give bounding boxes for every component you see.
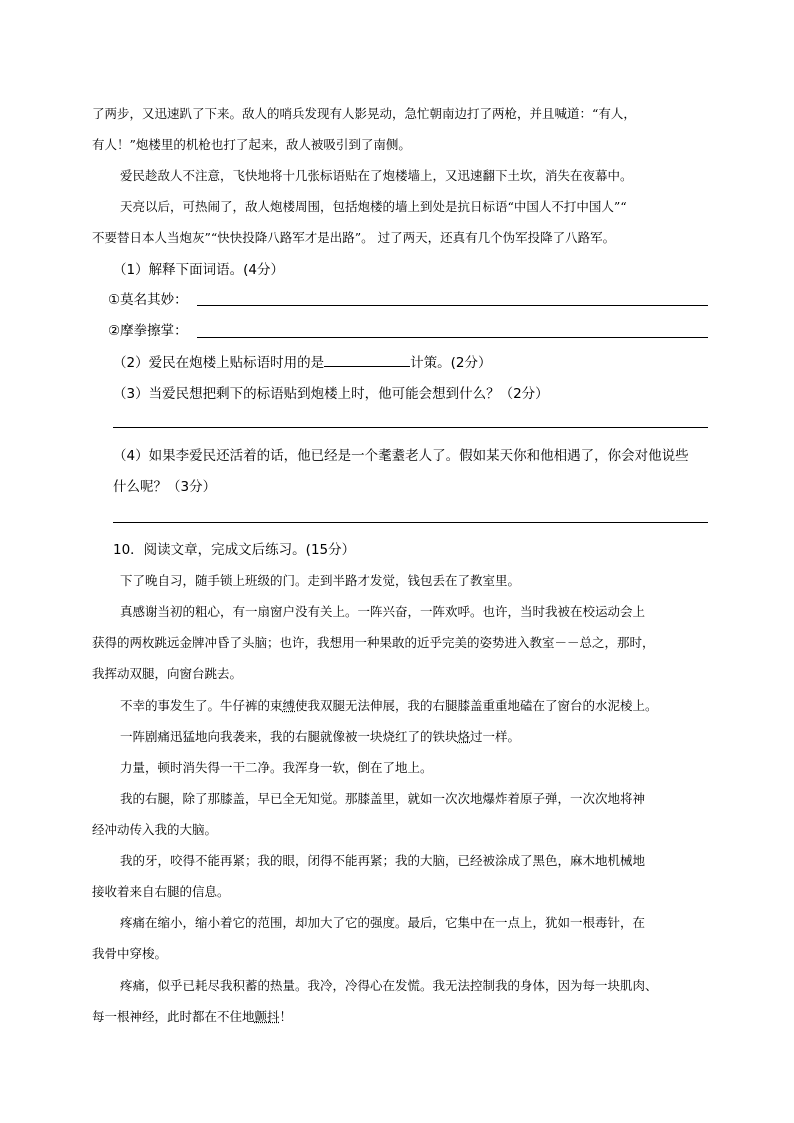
article-paragraph: 疼痛在缩小，缩小着它的范围，却加大了它的强度。最后，它集中在一点上，犹如一根毒针，在 <box>120 915 646 930</box>
article-paragraph <box>120 697 712 715</box>
article-line: 我骨中穿梭。 <box>92 946 168 961</box>
question-2-text: （2）爱民在炮楼上贴标语时用的是 <box>113 355 325 371</box>
question-1: （1）解释下面词语。(4分） <box>113 262 284 278</box>
text-span: 每一根神经，此时都在不住地 <box>92 1009 255 1024</box>
story-line: 有人！”炮楼里的机枪也打了起来，敌人被吸引到了南侧。 <box>92 137 411 152</box>
marked-word: 缚 <box>282 698 296 713</box>
article-line: 获得的两枚跳远金牌冲昏了头脑；也许，我想用一种果敢的近乎完美的姿势进入教室－－总之，那时， <box>92 635 655 650</box>
question-4-line: （4）如果李爱民还活着的话，他已经是一个耄耋老人了。假如某天你和他相遇了，你会对他说些 <box>113 448 689 464</box>
text-span: 使我双腿无法伸展，我的右腿膝盖重重地磕在了窗台的水泥棱上。 <box>295 698 658 713</box>
answer-line-q3[interactable] <box>113 427 708 428</box>
story-paragraph: 爱民趁敌人不注意，飞快地将十几张标语贴在了炮楼墙上，又迅速翻下土坎，消失在夜幕中。 <box>120 168 633 183</box>
text-span: ！ <box>279 1009 293 1024</box>
term-1-label: ①莫名其妙： <box>108 292 188 308</box>
story-line: 了两步，又迅速趴了下来。敌人的哨兵发现有人影晃动，急忙朝南边打了两枪，并且喊道：“有人， <box>92 106 636 121</box>
story-line: 不要替日本人当炮灰”“快快投降八路军才是出路”。 过了两天，还真有几个伪军投降了八路军。 <box>92 230 616 245</box>
question-4-line: 什么呢？（3分） <box>113 479 217 495</box>
article-paragraph <box>120 728 712 746</box>
answer-blank-q2[interactable] <box>324 353 410 367</box>
text-span: 一阵剧痛迅猛地向我袭来，我的右腿就像被一块烧红了的铁块 <box>120 729 458 744</box>
answer-line-term-1[interactable] <box>197 305 708 306</box>
article-paragraph: 我的牙，咬得不能再紧；我的眼，闭得不能再紧；我的大脑，已经被涂成了黑色，麻木地机械地 <box>120 853 646 868</box>
marked-word: 颤抖 <box>254 1009 280 1024</box>
marked-word: 烙 <box>457 729 471 744</box>
article-paragraph: 真感谢当初的粗心，有一扇窗户没有关上。一阵兴奋，一阵欢呼。也许，当时我被在校运动会上 <box>120 604 646 619</box>
text-span: 不幸的事发生了。牛仔裤的束 <box>120 698 283 713</box>
question-2 <box>113 353 711 372</box>
story-paragraph: 天亮以后，可热闹了，敌人炮楼周围，包括炮楼的墙上到处是抗日标语“中国人不打中国人”“ <box>120 199 627 214</box>
question-3: （3）当爱民想把剩下的标语贴到炮楼上时，他可能会想到什么？（2分） <box>113 386 549 402</box>
answer-line-term-2[interactable] <box>197 337 708 338</box>
article-line: 接收着来自右腿的信息。 <box>92 884 230 899</box>
text-span: 过一样。 <box>470 729 521 744</box>
answer-line-q4[interactable] <box>113 522 708 523</box>
term-2-label: ②摩拳擦掌： <box>108 323 188 339</box>
question-2-score: 计策。(2分） <box>410 355 492 371</box>
article-paragraph: 疼痛，似乎已耗尽我积蓄的热量。我冷，冷得心在发慌。我无法控制我的身体，因为每一块肌肉、 <box>120 978 658 993</box>
article-line: 我挥动双腿，向窗台跳去。 <box>92 666 243 681</box>
article-paragraph: 力量，顿时消失得一干二净。我浑身一软，倒在了地上。 <box>120 760 433 775</box>
article-paragraph: 我的右腿，除了那膝盖，早已全无知觉。那膝盖里，就如一次次地爆炸着原子弹，一次次地将神 <box>120 791 646 806</box>
article-paragraph: 下了晚自习，随手锁上班级的门。走到半路才发觉，钱包丢在了教室里。 <box>120 573 521 588</box>
article-line <box>92 1008 712 1026</box>
section-10-heading: 10．阅读文章，完成文后练习。(15分） <box>113 542 356 558</box>
article-line: 经冲动传入我的大脑。 <box>92 822 218 837</box>
